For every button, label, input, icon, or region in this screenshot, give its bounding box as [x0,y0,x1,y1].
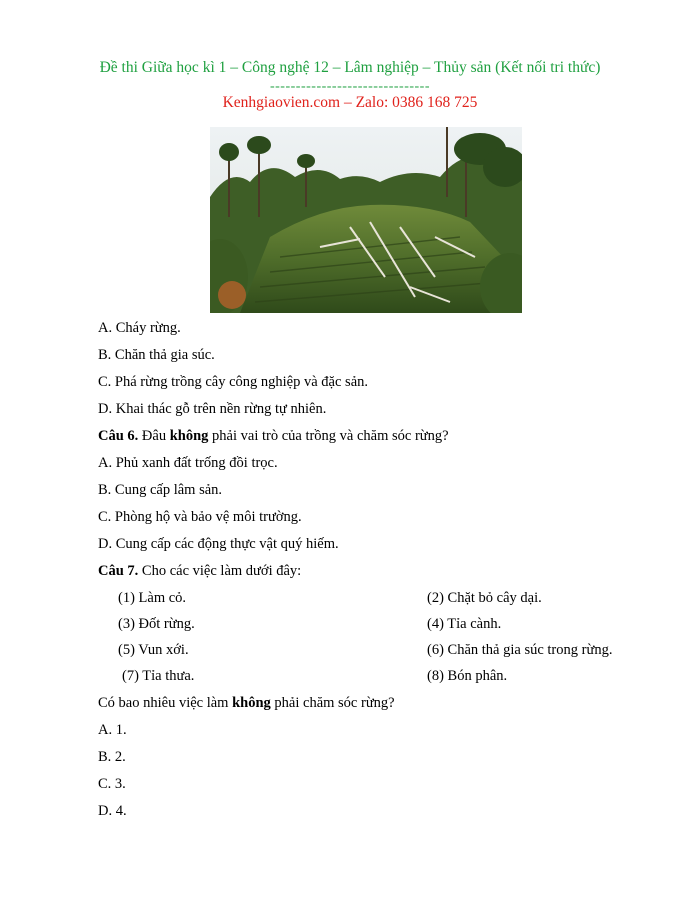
q7-item-5: (5) Vun xới. [118,642,189,658]
document-title: Đề thi Giữa học kì 1 – Công nghệ 12 – Lâm nghiệp – Thủy sản (Kết nối tri thức) [99,59,601,76]
q7-item-3: (3) Đốt rừng. [118,616,195,632]
q7-option-c: C. 3. [98,776,126,792]
q5-option-d: D. Khai thác gỗ trên nền rừng tự nhiên. [98,401,327,417]
q7-label: Câu 7. [98,563,139,579]
q6-option-d: D. Cung cấp các động thực vật quý hiếm. [98,536,339,552]
q7-item-8: (8) Bón phân. [427,668,508,684]
site-contact: Kenhgiaovien.com – Zalo: 0386 168 725 [222,94,478,111]
q7-item-1: (1) Làm cỏ. [118,590,187,606]
q7-ask-emphasis: không [232,695,271,711]
q7-text: Cho các việc làm dưới đây: [138,563,302,579]
q6-option-a: A. Phủ xanh đất trống đồi trọc. [98,455,278,471]
q6-question [98,428,449,445]
title-separator: ------------------------------- [269,79,431,94]
q6-label: Câu 6. [98,428,139,444]
q5-option-c: C. Phá rừng trồng cây công nghiệp và đặc sản. [98,374,368,390]
q7-item-4: (4) Tỉa cành. [427,616,502,632]
q7-item-6: (6) Chăn thả gia súc trong rừng. [427,642,613,658]
q6-option-b: B. Cung cấp lâm sản. [98,482,223,498]
q5-option-b: B. Chăn thả gia súc. [98,347,215,363]
q7-ask-post: phải chăm sóc rừng? [270,695,395,711]
q5-option-a: A. Cháy rừng. [98,320,181,336]
deforestation-photo [210,127,522,313]
q7-option-d: D. 4. [98,803,127,819]
q6-text-pre: Đâu [138,428,170,444]
q7-ask [98,695,395,712]
q6-text-post: phải vai trò của trồng và chăm sóc rừng? [208,428,449,444]
q7-option-b: B. 2. [98,749,126,765]
q7-ask-pre: Có bao nhiêu việc làm [98,695,233,711]
q6-option-c: C. Phòng hộ và bảo vệ môi trường. [98,509,302,525]
q7-question [98,563,301,580]
q7-item-7: (7) Tỉa thưa. [122,668,195,684]
q7-item-2: (2) Chặt bỏ cây dại. [427,590,542,606]
q6-emphasis: không [169,428,209,444]
q7-option-a: A. 1. [98,722,127,738]
